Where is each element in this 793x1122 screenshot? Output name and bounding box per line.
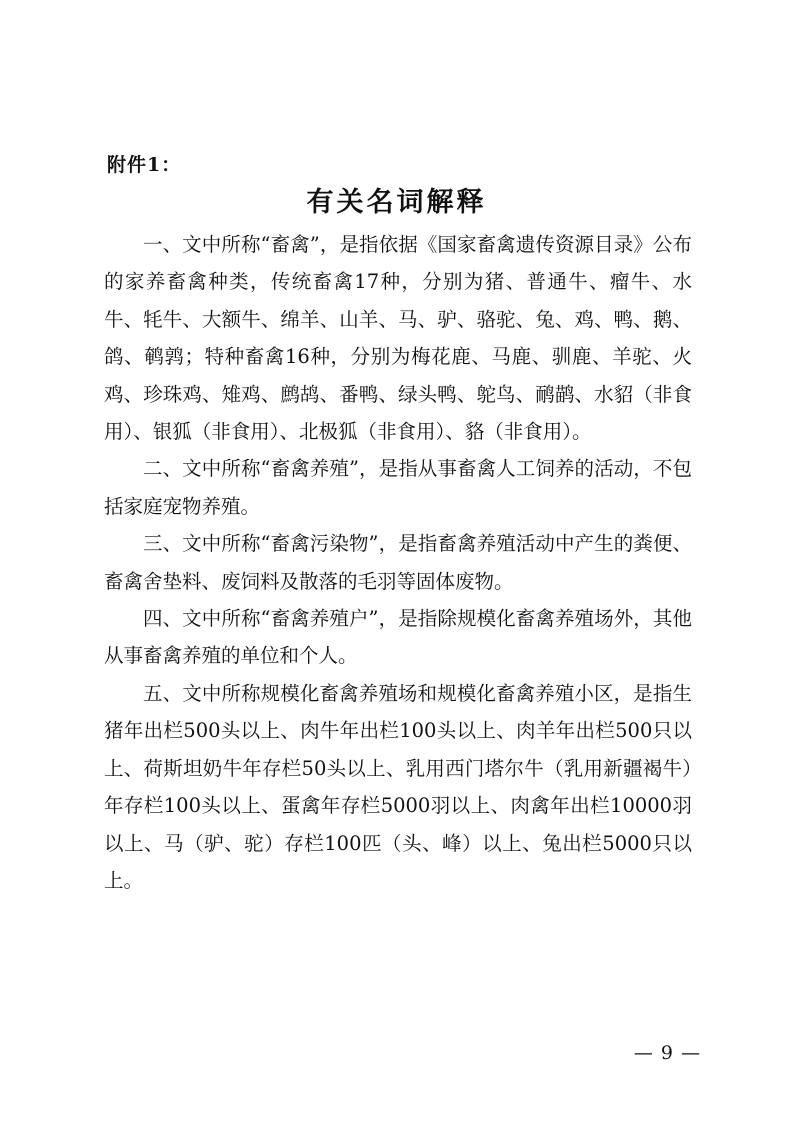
paragraph-3: 三、文中所称“畜禽污染物”，是指畜禽养殖活动中产生的粪便、畜禽舍垫料、废饲料及散落的毛羽等固体废物。 (104, 532, 692, 593)
paragraph-1: 一、文中所称“畜禽”，是指依据《国家畜禽遗传资源目录》公布的家养畜禽种类，传统畜禽17种，分别为猪、普通牛、瘤牛、水牛、牦牛、大额牛、绵羊、山羊、马、驴、骆驼、兔、鸡、鸭、鹅、鸽、鹌鹑；特种畜禽16种，分别为梅花鹿、马鹿、驯鹿、羊驼、火鸡、珍珠鸡、雉鸡、鹧鸪、番鸭、绿头鸭、鸵鸟、鸸鹋、水貂（非食用）、银狐（非食用）、北极狐（非食用）、貉（非食用）。 (104, 233, 692, 444)
paragraph-5: 五、文中所称规模化畜禽养殖场和规模化畜禽养殖小区，是指生猪年出栏500头以上、肉牛年出栏100头以上、肉羊年出栏500只以上、荷斯坦奶牛年存栏50头以上、乳用西门塔尔牛（乳用新疆褐牛）年存栏100头以上、蛋禽年存栏5000羽以上、肉禽年出栏10000羽以上、马（驴、驼）存栏100匹（头、峰）以上、兔出栏5000只以上。 (104, 681, 692, 892)
paragraph-2: 二、文中所称“畜禽养殖”，是指从事畜禽人工饲养的活动，不包括家庭宠物养殖。 (104, 457, 692, 518)
paragraph-4: 四、文中所称“畜禽养殖户”，是指除规模化畜禽养殖场外，其他从事畜禽养殖的单位和个人。 (104, 607, 692, 668)
page-number: — 9 — (633, 1042, 701, 1064)
attachment-label: 附件1： (107, 154, 182, 176)
page-title: 有关名词解释 (306, 187, 487, 218)
document-body (104, 226, 692, 899)
